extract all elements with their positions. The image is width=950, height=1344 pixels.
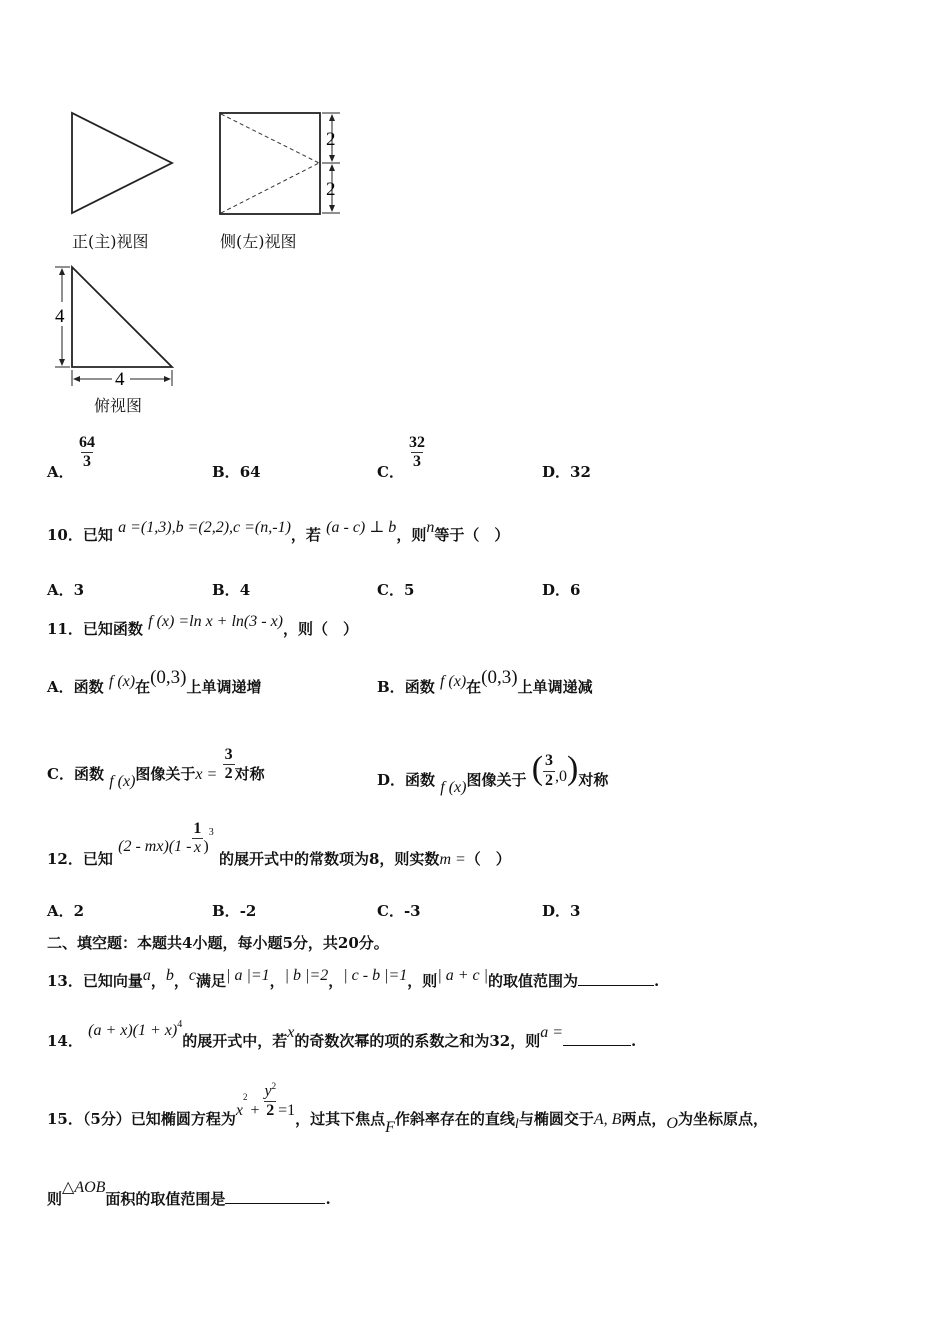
q13-t3: ，则 bbox=[407, 972, 438, 990]
q15-y: y bbox=[264, 1082, 272, 1100]
q11-c-t3: 对称 bbox=[234, 764, 265, 783]
q15-t4: 与椭圆交于 bbox=[518, 1109, 594, 1128]
q10-option-b[interactable] bbox=[212, 579, 250, 600]
q11-b-interval: (0,3) bbox=[481, 667, 518, 688]
question-number: 13． bbox=[47, 972, 83, 990]
option-value: 3 bbox=[73, 581, 85, 599]
comma: ， bbox=[328, 972, 344, 990]
option-label: D． bbox=[377, 771, 406, 789]
q13-a: a bbox=[142, 967, 151, 984]
q11-d-func: f (x) bbox=[440, 779, 467, 796]
option-value: -2 bbox=[239, 902, 257, 920]
q14-end: . bbox=[631, 1032, 637, 1050]
q12-var-m: m = bbox=[439, 850, 466, 868]
option-label: C． bbox=[377, 581, 404, 599]
option-label: C． bbox=[377, 463, 404, 481]
q12-frac-denominator: x bbox=[193, 839, 201, 857]
q11-stem bbox=[47, 613, 359, 639]
q9-option-c[interactable] bbox=[377, 434, 425, 481]
answer-blank[interactable] bbox=[563, 1031, 631, 1046]
top-dim-width: 4 bbox=[115, 369, 125, 390]
q12-text-pre: 已知 bbox=[82, 849, 113, 868]
q10-condition: (a - c) ⊥ b bbox=[326, 519, 397, 536]
q15-t2: ，过其下焦点 bbox=[295, 1109, 386, 1128]
q13-e4: | a + c | bbox=[437, 967, 489, 984]
q14-expr: (a + x)(1 + x) bbox=[88, 1022, 178, 1039]
q11-text-post: ，则（ ） bbox=[283, 620, 359, 638]
q12-expr-left: (2 - mx)(1 - bbox=[118, 837, 192, 855]
q14-var-a: a = bbox=[540, 1024, 564, 1041]
q11-d-t1: 函数 bbox=[405, 771, 436, 789]
q10-vectors: a =(1,3),b =(2,2),c =(n,-1) bbox=[118, 519, 291, 536]
side-view-square bbox=[220, 113, 320, 214]
q15-y-exponent: 2 bbox=[271, 1081, 277, 1091]
answer-blank[interactable] bbox=[578, 971, 654, 986]
q13-e2: | b |=2 bbox=[284, 967, 329, 984]
option-label: B． bbox=[212, 902, 240, 920]
q13-c: c bbox=[188, 967, 197, 984]
q15-t7: 则 bbox=[47, 1190, 63, 1208]
q15-triangle: △AOB bbox=[62, 1179, 106, 1196]
q11-b-t3: 上单调递减 bbox=[517, 678, 593, 696]
q12-option-a[interactable] bbox=[47, 900, 84, 921]
q13-stem bbox=[47, 967, 660, 991]
q11-d-t2: 图像关于 bbox=[466, 771, 527, 789]
option-label: A． bbox=[47, 581, 74, 599]
q13-end: . bbox=[654, 972, 660, 990]
option-label: A． bbox=[47, 463, 74, 481]
three-view-figure bbox=[0, 0, 400, 430]
q15-O: O bbox=[666, 1114, 678, 1132]
q10-option-c[interactable] bbox=[377, 579, 414, 600]
side-dim-upper: 2 bbox=[326, 129, 336, 150]
q11-a-interval: (0,3) bbox=[150, 667, 187, 688]
q10-text-mid: ，若 bbox=[290, 526, 321, 544]
q11-c-eq: x = bbox=[195, 765, 218, 783]
q10-text-pre: 已知 bbox=[82, 526, 113, 544]
q15-t5: 两点， bbox=[621, 1109, 667, 1128]
q10-stem bbox=[47, 519, 510, 545]
option-value: 2 bbox=[73, 902, 85, 920]
q13-b: b bbox=[165, 967, 174, 984]
q11-a-t1: 函数 bbox=[73, 678, 104, 696]
top-view-label: 俯视图 bbox=[94, 396, 143, 415]
q11-d-numerator: 3 bbox=[545, 752, 554, 770]
paren-right-icon: ) bbox=[567, 750, 579, 787]
q11-option-c[interactable] bbox=[47, 738, 265, 790]
top-view-triangle bbox=[72, 267, 172, 367]
q12-stem bbox=[47, 818, 511, 868]
q11-d-t3: 对称 bbox=[578, 771, 609, 789]
answer-blank[interactable] bbox=[225, 1189, 325, 1204]
q14-t2: 的奇数次幂的项的系数之和为32，则 bbox=[294, 1032, 541, 1050]
paren-left-icon: ( bbox=[531, 750, 544, 787]
option-label: B． bbox=[212, 581, 240, 599]
q15-F: F bbox=[385, 1118, 395, 1136]
q9-option-b[interactable] bbox=[212, 461, 261, 482]
q13-t4: 的取值范围为 bbox=[488, 972, 579, 990]
q15-t1: （5分）已知椭圆方程为 bbox=[82, 1109, 236, 1128]
q11-option-a[interactable] bbox=[47, 667, 262, 698]
q12-text-post: 的展开式中的常数项为8，则实数 bbox=[218, 849, 440, 868]
q15-plus: + bbox=[250, 1101, 260, 1119]
q12-frac-numerator: 1 bbox=[193, 820, 202, 837]
side-view-label: 侧(左)视图 bbox=[220, 232, 297, 251]
option-label: C． bbox=[377, 902, 404, 920]
q11-c-t1: 函数 bbox=[73, 764, 104, 783]
option-value: 5 bbox=[403, 581, 415, 599]
side-view-dashed-upper bbox=[221, 114, 319, 163]
q11-option-d[interactable] bbox=[377, 738, 609, 796]
q9-a-denominator: 3 bbox=[83, 453, 91, 471]
q15-stem bbox=[47, 1078, 768, 1136]
q11-b-func: f (x) bbox=[439, 673, 467, 690]
option-label: A． bbox=[47, 902, 74, 920]
q10-text-post1: ，则 bbox=[396, 526, 427, 544]
q11-b-t2: 在 bbox=[466, 678, 482, 696]
q11-d-denominator: 2 bbox=[545, 771, 554, 789]
q11-b-t1: 函数 bbox=[404, 678, 435, 696]
side-dim-lower: 2 bbox=[326, 179, 336, 200]
q11-a-t3: 上单调递增 bbox=[186, 678, 262, 696]
q15-AB: A, B bbox=[593, 1110, 622, 1128]
q9-c-numerator: 32 bbox=[409, 434, 425, 451]
q14-t1: 的展开式中，若 bbox=[182, 1032, 288, 1050]
front-view-label: 正(主)视图 bbox=[72, 232, 149, 251]
option-label: D． bbox=[542, 902, 571, 920]
q12-expr-right: ) bbox=[203, 837, 209, 855]
option-label: B． bbox=[377, 678, 405, 696]
q11-text-pre: 已知函数 bbox=[82, 620, 143, 638]
q14-stem bbox=[47, 1017, 637, 1050]
option-value: 32 bbox=[570, 463, 591, 481]
q10-option-d[interactable] bbox=[542, 579, 580, 600]
q12-option-b[interactable] bbox=[212, 900, 256, 921]
q15-t8: 面积的取值范围是 bbox=[105, 1190, 226, 1208]
q15-t6: 为坐标原点， bbox=[677, 1109, 768, 1128]
q13-e1: | a |=1 bbox=[226, 967, 270, 984]
q11-option-b[interactable] bbox=[377, 667, 593, 698]
section-heading: 二、填空题：本题共4小题，每小题5分，共20分。 bbox=[47, 934, 389, 952]
question-number: 14． bbox=[47, 1032, 83, 1050]
q9-c-denominator: 3 bbox=[413, 453, 421, 471]
q11-a-func: f (x) bbox=[108, 673, 136, 690]
q13-t1: 已知向量 bbox=[82, 972, 143, 990]
q10-option-a[interactable] bbox=[47, 579, 84, 600]
option-label: A． bbox=[47, 678, 74, 696]
question-number: 12． bbox=[47, 849, 83, 868]
option-value: -3 bbox=[403, 902, 421, 920]
question-number: 11． bbox=[47, 620, 83, 638]
q11-function: f (x) =ln x + ln(3 - x) bbox=[148, 613, 283, 630]
q15-x: x bbox=[235, 1101, 243, 1119]
q9-a-numerator: 64 bbox=[79, 434, 95, 451]
option-value: 4 bbox=[239, 581, 251, 599]
q13-t2: 满足 bbox=[196, 972, 227, 990]
q12-text-end: （ ） bbox=[465, 849, 511, 868]
front-view-triangle bbox=[72, 113, 172, 213]
q14-exponent: 4 bbox=[177, 1019, 183, 1030]
option-label: D． bbox=[542, 463, 571, 481]
q11-c-denominator: 2 bbox=[224, 765, 233, 783]
q10-text-post2: 等于（ ） bbox=[434, 526, 510, 544]
q12-option-c[interactable] bbox=[377, 900, 421, 921]
top-dim-height: 4 bbox=[55, 306, 65, 327]
option-label: C． bbox=[47, 764, 74, 783]
option-value: 64 bbox=[239, 463, 261, 481]
q12-option-d[interactable] bbox=[542, 900, 580, 921]
q15-denominator: 2 bbox=[266, 1101, 275, 1119]
option-label: D． bbox=[542, 581, 571, 599]
q9-option-d[interactable] bbox=[542, 461, 591, 482]
q10-var-n: n bbox=[426, 519, 435, 536]
q15-t3: 作斜率存在的直线 bbox=[394, 1109, 515, 1128]
q15-line2 bbox=[47, 1172, 331, 1208]
q11-c-func: f (x) bbox=[109, 772, 136, 790]
comma: ， bbox=[173, 972, 189, 990]
q15-end: . bbox=[325, 1190, 331, 1208]
option-value: 6 bbox=[570, 581, 581, 599]
q11-c-t2: 图像关于 bbox=[135, 764, 196, 783]
question-number: 10． bbox=[47, 526, 83, 544]
question-number: 15． bbox=[47, 1109, 83, 1128]
side-view-dashed-lower bbox=[221, 163, 319, 213]
q14-x: x bbox=[287, 1024, 295, 1041]
q15-eq: =1 bbox=[278, 1101, 296, 1119]
comma: ， bbox=[150, 972, 166, 990]
q12-exponent: 3 bbox=[208, 826, 214, 838]
option-value: 3 bbox=[570, 902, 581, 920]
q11-d-point-tail: ,0 bbox=[555, 768, 568, 785]
q9-option-a[interactable] bbox=[47, 434, 95, 481]
q11-a-t2: 在 bbox=[135, 678, 151, 696]
q13-e3: | c - b |=1 bbox=[343, 967, 408, 984]
q15-x-exponent: 2 bbox=[242, 1091, 248, 1102]
comma: ， bbox=[269, 972, 285, 990]
option-label: B． bbox=[212, 463, 240, 481]
q15-l: l bbox=[514, 1116, 519, 1132]
q11-c-numerator: 3 bbox=[224, 746, 233, 763]
